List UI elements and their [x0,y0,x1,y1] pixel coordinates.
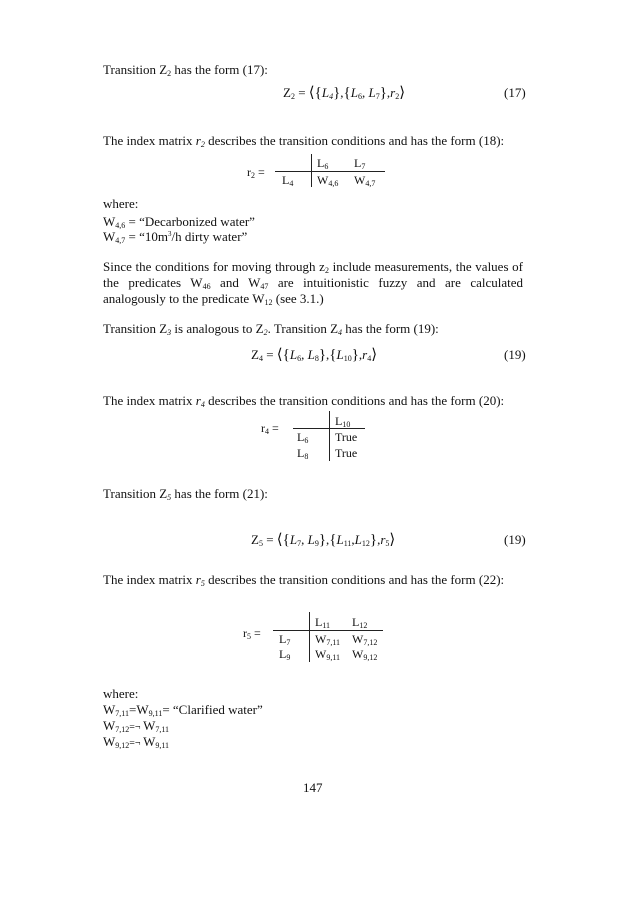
text: r [243,626,247,640]
matrix-label [243,626,261,641]
matrix-hline [275,171,385,172]
text: =¬ [129,738,144,749]
text: r [195,572,201,587]
equation-number: (19) [504,347,526,362]
subscript: 2 [395,92,400,101]
text: r [195,393,201,408]
subscript: 4,7 [115,236,126,245]
text: Transition Z [103,486,168,501]
output-place: L [336,532,344,547]
subscript: 8 [314,354,319,363]
text: describes the transition conditions and has the form (22): [204,572,505,587]
output-place: L [354,532,362,547]
text: has the form (17): [171,62,268,77]
text: r [261,421,265,435]
paragraph-since [103,259,523,307]
text: The index matrix [103,133,196,148]
subscript: 9 [314,539,319,548]
text: Transition Z [103,321,168,336]
text: The index matrix [103,572,196,587]
matrix-cell [315,647,340,662]
matrix-hline [273,630,383,631]
output-place: L [350,85,358,100]
subscript: 11 [343,539,352,548]
subscript: 2 [324,266,329,275]
predicate-w912 [103,734,169,752]
subscript: 5 [385,539,390,548]
text: = [128,702,137,717]
subscript: 5 [247,632,251,641]
superscript: 3 [168,230,172,238]
subscript: 4 [265,427,269,436]
text: The index matrix [103,393,196,408]
subscript: 4 [200,400,205,409]
subscript: 8 [304,452,309,461]
text: = “Decarbonized water” [125,214,255,229]
r4-intro [103,393,504,409]
subscript: 11 [322,621,331,630]
subscript: 6 [324,162,329,171]
predicate-w47 [103,229,247,245]
subscript: 7,11 [115,709,129,718]
eq-r: r [362,347,368,362]
text: . Transition Z [267,321,339,336]
where-label: where: [103,686,139,701]
matrix-cell [352,632,377,647]
equation-19b: $Z_5$ = $⟨\{L_7$, $L_9\},\{L_{11},L_{12}\},r_5⟩$ [251,532,396,548]
subscript: 12 [359,621,368,630]
matrix-vline [309,612,310,662]
r5-intro [103,572,504,588]
subscript: 7 [297,539,302,548]
text: W [352,632,364,646]
page-number: 147 [303,780,323,795]
subscript: 46 [202,282,211,291]
text: /h dirty water” [171,229,248,244]
matrix-vline [311,154,312,187]
text: L [279,647,287,661]
matrix-cell [317,173,338,188]
text: W [315,632,327,646]
row-header [297,446,308,461]
r2-intro [103,133,504,149]
input-place: L [307,532,315,547]
subscript: 2 [200,140,205,149]
matrix-vline [329,411,330,461]
text: L [317,156,325,170]
subscript: 7 [286,638,291,647]
subscript: 3 [167,328,172,337]
where-label: where: [103,196,139,211]
text: W [352,647,364,661]
subscript: 10 [343,354,352,363]
text: Transition Z [103,62,168,77]
subscript: 9,12 [115,741,130,750]
subscript: 7,11 [326,638,341,647]
subscript: 6 [304,436,309,445]
text: W [354,173,366,187]
subscript: 4,6 [115,221,126,230]
text: W [103,214,116,229]
text: include measurements, the values of the predicates W [103,259,523,290]
subscript: 6 [297,354,302,363]
text: = [255,165,265,179]
eq-r: r [390,85,396,100]
text: W [317,173,329,187]
text: L [352,615,360,629]
subscript: 2 [290,92,295,101]
subscript: 2 [167,69,172,78]
row-header [282,173,293,188]
text: is analogous to Z [171,321,264,336]
subscript: 7 [375,92,380,101]
text: L [297,430,305,444]
row-header [297,430,308,445]
col-header [315,615,330,630]
z5-intro [103,486,268,502]
subscript: 4 [367,354,372,363]
subscript: 5 [258,539,263,548]
eq-lhs: Z [251,532,259,547]
subscript: 5 [200,579,205,588]
subscript: 7,12 [115,725,130,734]
text: Since the conditions for moving through z [103,259,325,274]
z2-intro [103,62,268,78]
subscript: 7,12 [363,638,378,647]
subscript: 4 [338,328,343,337]
text: L [282,173,290,187]
matrix-cell [315,632,340,647]
subscript: 7 [361,162,366,171]
text: and W [210,275,261,290]
text: r [195,133,201,148]
text: L [315,615,323,629]
z3-intro [103,321,439,337]
text: = “10m [125,229,168,244]
subscript: 4 [289,179,294,188]
text: W [103,702,116,717]
equation-19a: $Z_4$ = $⟨\{L_6$, $L_8\},\{L_{10}\},r_4⟩$ [251,347,378,363]
subscript: 9,11 [155,741,170,750]
text: W [143,734,156,749]
text: W [103,734,116,749]
text: L [335,414,343,428]
subscript: 47 [260,282,269,291]
text: W [315,647,327,661]
subscript: 4 [258,354,263,363]
output-place: L [336,347,344,362]
predicate-w46 [103,214,255,230]
row-header [279,632,290,647]
col-header [354,156,365,171]
matrix-label [247,165,265,180]
col-header [317,156,328,171]
subscript: 12 [361,539,370,548]
matrix-cell: True [335,430,358,444]
subscript: 4,6 [328,179,339,188]
subscript: 4,7 [365,179,376,188]
text: has the form (19): [342,321,439,336]
text: W [143,718,156,733]
text: L [279,632,287,646]
row-header [279,647,290,662]
predicate-w711 [103,702,263,718]
subscript: 10 [342,420,351,429]
text: = [269,421,279,435]
subscript: 6 [357,92,362,101]
input-place: L [307,347,315,362]
text: W [103,718,116,733]
subscript: 2 [263,328,268,337]
matrix-label [261,421,279,436]
text: =¬ [129,722,144,733]
eq-lhs: Z [283,85,291,100]
eq-lhs: Z [251,347,259,362]
subscript: 9,11 [326,653,341,662]
col-header [335,414,350,429]
equation-number: (19) [504,532,526,547]
col-header [352,615,367,630]
subscript: 7,11 [155,725,170,734]
text: = [251,626,261,640]
subscript: 9,11 [148,709,163,718]
equation-number: (17) [504,85,526,100]
output-place: L [368,85,376,100]
text: = “Clarified water” [162,702,263,717]
input-place: L [321,85,330,100]
text: describes the transition conditions and has the form (20): [204,393,505,408]
text: are intuitionistic fuzzy and are calculated analogously to the predicate W [103,275,523,306]
matrix-cell [354,173,375,188]
text: W [136,702,149,717]
subscript: 2 [251,171,255,180]
subscript: 4 [329,92,334,101]
subscript: 9 [286,653,291,662]
matrix-cell [352,647,377,662]
subscript: 5 [167,493,172,502]
subscript: 9,12 [363,653,378,662]
input-place: L [289,532,298,547]
equation-17: $Z_2$ = $⟨\{L_4\},\{L_6$, $L_7\},r_2⟩$ [283,85,406,101]
eq-r: r [380,532,386,547]
text: describes the transition conditions and has the form (18): [204,133,505,148]
matrix-cell: True [335,446,358,460]
input-place: L [289,347,298,362]
text: W [103,229,116,244]
subscript: 12 [264,298,273,307]
text: L [297,446,305,460]
text: (see 3.1.) [272,291,324,306]
text: L [354,156,362,170]
text: r [247,165,251,179]
text: has the form (21): [171,486,268,501]
